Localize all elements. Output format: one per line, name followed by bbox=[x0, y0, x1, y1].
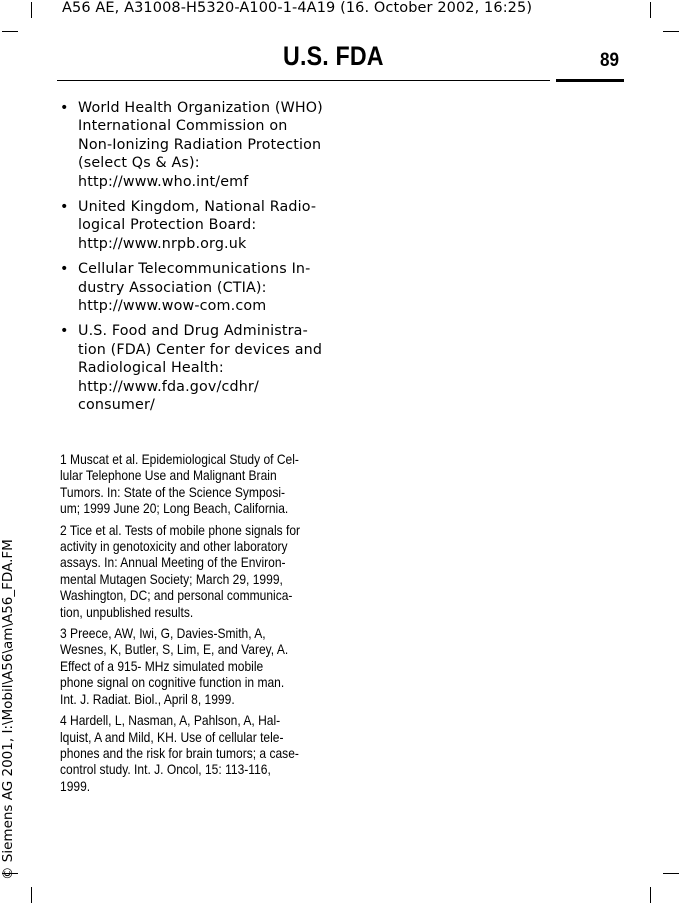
footnote-line: 4 Hardell, L, Nasman, A, Pahlson, A, Hal- bbox=[60, 712, 281, 729]
list-item-line: U.S. Food and Drug Administra- bbox=[78, 323, 308, 340]
list-item-url[interactable]: consumer/ bbox=[78, 397, 155, 414]
footnote bbox=[60, 451, 335, 517]
list-item-url[interactable]: http://www.nrpb.org.uk bbox=[78, 235, 247, 252]
footnote-line: lquist, A and Mild, KH. Use of cellular tele- bbox=[60, 728, 284, 745]
page-number-rule bbox=[556, 79, 624, 82]
list-item-url[interactable]: http://www.wow-com.com bbox=[78, 298, 267, 315]
crop-mark bbox=[663, 873, 679, 874]
list-item-url[interactable]: http://www.fda.gov/cdhr/ bbox=[78, 378, 259, 395]
footnote-line: um; 1999 June 20; Long Beach, California. bbox=[60, 500, 289, 517]
header-rule bbox=[57, 80, 550, 81]
footnote bbox=[60, 625, 335, 707]
footnote bbox=[60, 712, 335, 794]
list-item-line: Non-Ionizing Radiation Protection bbox=[78, 136, 322, 153]
page-title: U.S. FDA bbox=[283, 41, 384, 71]
footnote-line: control study. Int. J. Oncol, 15: 113-116, bbox=[60, 761, 271, 778]
footnotes bbox=[60, 451, 335, 799]
footnote-line: mental Mutagen Society; March 29, 1999, bbox=[60, 570, 283, 587]
footnote-line: Effect of a 915- MHz simulated mobile bbox=[60, 657, 264, 674]
list-item-line: Radiological Health: bbox=[78, 360, 224, 377]
crop-mark bbox=[2, 31, 18, 32]
crop-mark bbox=[650, 2, 651, 18]
crop-mark bbox=[31, 2, 32, 18]
list-item-line: (select Qs & As): bbox=[78, 155, 200, 172]
list-item-line: International Commission on bbox=[78, 118, 288, 135]
footnote-line: assays. In: Annual Meeting of the Environ- bbox=[60, 554, 286, 571]
bullet-icon: • bbox=[60, 323, 69, 340]
footnote-line: phone signal on cognitive function in man. bbox=[60, 674, 285, 691]
footnote-line: 1 Muscat et al. Epidemiological Study of Cel- bbox=[60, 451, 299, 467]
resource-list bbox=[60, 99, 340, 422]
list-item bbox=[60, 198, 340, 253]
footnote-line: lular Telephone Use and Malignant Brain bbox=[60, 467, 277, 484]
list-item-line: tion (FDA) Center for devices and bbox=[78, 341, 323, 358]
list-item-line: logical Protection Board: bbox=[78, 217, 257, 234]
bullet-icon: • bbox=[60, 199, 69, 216]
copyright-side-note: © Siemens AG 2001, I:\Mobil\A56\am\A56_FDA.FM bbox=[0, 539, 16, 880]
footnote-line: 3 Preece, AW, Iwi, G, Davies-Smith, A, bbox=[60, 625, 266, 642]
list-item-line: dustry Association (CTIA): bbox=[78, 279, 267, 296]
footnote-line: Washington, DC; and personal communica- bbox=[60, 587, 293, 604]
list-item-line: United Kingdom, National Radio- bbox=[78, 199, 317, 216]
list-item-line: World Health Organization (WHO) bbox=[78, 100, 323, 116]
crop-mark bbox=[31, 887, 32, 903]
page-number: 89 bbox=[600, 50, 620, 71]
crop-mark bbox=[650, 887, 651, 903]
list-item bbox=[60, 99, 340, 191]
list-item bbox=[60, 260, 340, 315]
footnote bbox=[60, 522, 335, 620]
list-item bbox=[60, 322, 340, 414]
footnote-line: phones and the risk for brain tumors; a case- bbox=[60, 744, 299, 761]
footnote-line: tion, unpublished results. bbox=[60, 603, 194, 620]
document-info-header: A56 AE, A31008-H5320-A100-1-4A19 (16. October 2002, 16:25) bbox=[62, 0, 533, 16]
list-item-url[interactable]: http://www.who.int/emf bbox=[78, 173, 249, 190]
footnote-line: 1999. bbox=[60, 777, 91, 794]
footnote-line: 2 Tice et al. Tests of mobile phone signals for bbox=[60, 521, 301, 538]
bullet-icon: • bbox=[60, 100, 69, 116]
footnote-line: activity in genotoxicity and other laboratory bbox=[60, 538, 288, 555]
footnote-line: Int. J. Radiat. Biol., April 8, 1999. bbox=[60, 690, 235, 707]
crop-mark bbox=[663, 31, 679, 32]
bullet-icon: • bbox=[60, 261, 69, 278]
footnote-line: Wesnes, K, Butler, S, Lim, E, and Varey, A. bbox=[60, 641, 289, 658]
footnote-line: Tumors. In: State of the Science Symposi- bbox=[60, 483, 286, 500]
list-item-line: Cellular Telecommunications In- bbox=[78, 261, 311, 278]
